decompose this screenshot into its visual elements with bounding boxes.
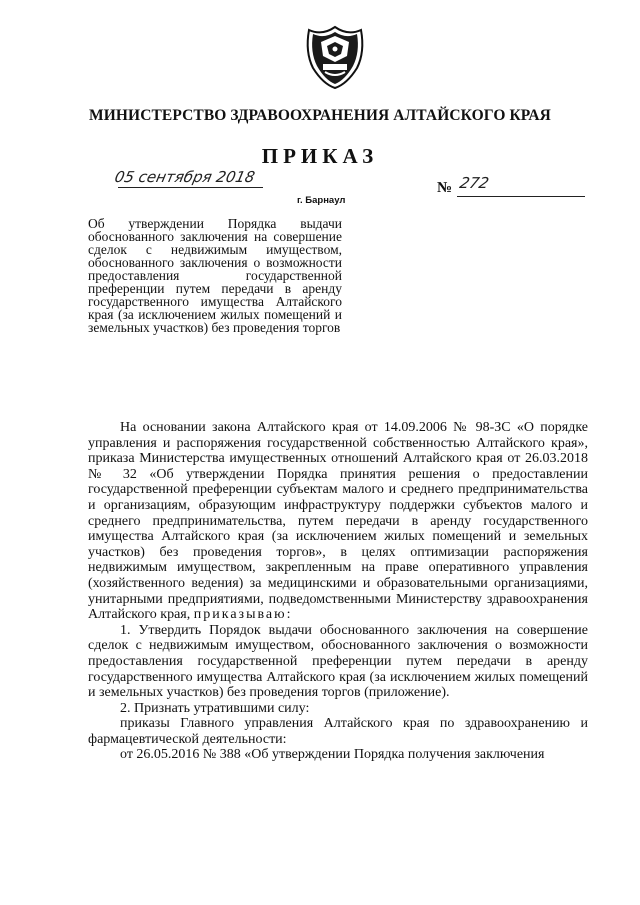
number-underline <box>457 196 585 197</box>
item-1-paragraph: 1. Утвердить Порядок выдачи обоснованного заключения на совершение сделок с недвижимым имуществом, обоснованного заключения о возможности предоставления государственной преференции путем передачи в аренду государственного имущества Алтайского края (за исключением жилых помещений и земельных участков) без проведения торгов (приложение). <box>88 622 588 701</box>
item-2-first-entry: от 26.05.2016 № 388 «Об утверждении Порядка получения заключения <box>120 747 545 763</box>
document-type-title: ПРИКАЗ <box>261 144 379 168</box>
item-2-paragraph: 2. Признать утратившими силу: <box>120 700 310 716</box>
date-underline <box>118 187 263 188</box>
ministry-title: МИНИСТЕРСТВО ЗДРАВООХРАНЕНИЯ АЛТАЙСКОГО КРАЯ <box>89 107 551 124</box>
order-subject: Об утверждении Порядка выдачи обоснованного заключения на совершение сделок с недвижимым имуществом, обоснованного заключения о возможности предоставления государственной преференции путем передачи в аренду государственного имущества Алтайского края (за исключением жилых помещений и земельных участков) без проведения торгов <box>88 216 342 335</box>
coat-of-arms-emblem <box>303 22 367 90</box>
city-label: г. Барнаул <box>297 195 346 206</box>
preamble-paragraph: На основании закона Алтайского края от 14.09.2006 № 98-ЗС «О порядке управления и распоряжения государственной собственностью Алтайского края», приказа Министерства имущественных отношений Алтайского края от 26.03.2018 № 32 «Об утверждении Порядка принятия решения о предоставлении государственной преференции субъектам малого и среднего предпринимательства и организациям, образующим инфраструктуру поддержки субъектов малого и среднего предпринимательства, путем передачи в аренду государственного имущества Алтайского края (за исключением жилых помещений и земельных участков) без проведения торгов», в целях оптимизации распоряжения недвижимым имуществом, закрепленным на праве оперативного управления (хозяйственного ведения) за медицинскими и образовательными организациями, унитарными предприятиями, подведомственными Министерству здравоохранения Алтайского края, приказываю: <box>88 420 588 623</box>
item-2-sub-paragraph: приказы Главного управления Алтайского края по здравоохранению и фармацевтической деятельности: <box>88 716 588 747</box>
prikazyvayu-word: приказываю: <box>193 607 293 623</box>
handwritten-date: 05 сентября 2018 <box>113 168 257 186</box>
handwritten-number: 272 <box>458 174 491 192</box>
order-body <box>88 420 588 763</box>
number-label: № <box>437 180 453 196</box>
